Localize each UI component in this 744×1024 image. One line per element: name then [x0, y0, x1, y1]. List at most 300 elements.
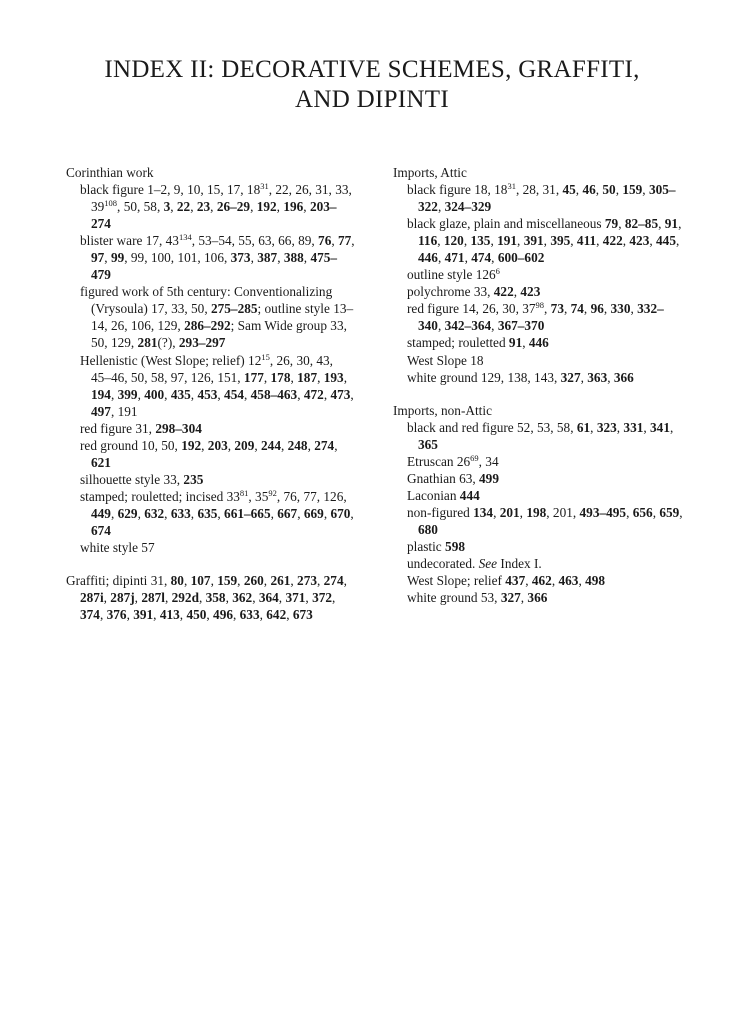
- catalogue-number: 45: [562, 182, 576, 198]
- catalogue-number: 177: [243, 369, 264, 385]
- catalogue-number: 669: [303, 505, 324, 521]
- entry-text: ,: [297, 386, 304, 402]
- index-entry: [393, 572, 683, 589]
- catalogue-number: 235: [183, 471, 204, 487]
- index-entry: [393, 538, 683, 555]
- entry-text: ,: [491, 250, 498, 266]
- entry-text: ,: [652, 504, 660, 520]
- catalogue-number: 473: [330, 386, 351, 402]
- entry-text: ,: [290, 573, 298, 589]
- page-title-line-2: AND DIPINTI: [295, 86, 449, 113]
- catalogue-number: 388: [283, 250, 304, 266]
- catalogue-number: 680: [418, 521, 438, 537]
- entry-text: , 76, 77, 126,: [276, 488, 347, 504]
- catalogue-number: 50: [602, 182, 616, 198]
- entry-text: ,: [334, 437, 338, 453]
- catalogue-number: 298–304: [155, 420, 202, 436]
- catalogue-number: 366: [527, 590, 548, 606]
- catalogue-number: 454: [224, 386, 244, 402]
- entry-text: ,: [678, 216, 682, 232]
- index-entry: [393, 352, 683, 369]
- entry-text: ,: [317, 369, 324, 385]
- index-entry: [66, 471, 356, 488]
- catalogue-number: 23: [196, 199, 211, 215]
- entry-text: ,: [303, 250, 311, 266]
- entry-text: ,: [227, 437, 235, 453]
- catalogue-number: 286–292: [184, 318, 231, 334]
- catalogue-number: 422: [493, 284, 514, 300]
- entry-text: undecorated.: [407, 556, 479, 572]
- entry-text: ,: [490, 233, 498, 249]
- entry-text: ,: [164, 386, 171, 402]
- entry-text: ,: [622, 233, 630, 249]
- entry-text: ,: [126, 607, 134, 623]
- catalogue-number: 656: [632, 504, 653, 520]
- entry-text: ,: [517, 233, 524, 249]
- index-entry: [393, 419, 683, 453]
- entry-text: black figure 18, 18: [407, 182, 508, 198]
- entry-text: ,: [583, 301, 591, 317]
- catalogue-number: 330: [610, 301, 631, 317]
- catalogue-number: 261: [270, 573, 291, 589]
- entry-text: , 201,: [546, 504, 580, 520]
- entry-text: ,: [183, 573, 191, 589]
- entry-text: ,: [244, 386, 251, 402]
- entry-text: ,: [286, 607, 293, 623]
- index-entry: [393, 453, 683, 470]
- entry-text: , 22, 26, 31, 33, 39: [91, 182, 352, 215]
- entry-text: Hellenistic (West Slope; relief) 12: [80, 352, 262, 368]
- index-entry: [393, 555, 683, 572]
- catalogue-number: 91: [508, 335, 523, 351]
- entry-text: ,: [137, 386, 145, 402]
- catalogue-number: 496: [213, 607, 233, 623]
- footnote-ref: 31: [507, 181, 516, 192]
- entry-text: , 53–54, 55, 63, 66, 89,: [191, 233, 319, 249]
- catalogue-number: 293–297: [178, 335, 226, 351]
- catalogue-number: 674: [91, 522, 111, 538]
- entry-text: ,: [217, 386, 225, 402]
- entry-text: white ground 53,: [407, 590, 501, 606]
- index-entry: [66, 572, 356, 623]
- entry-text: ,: [519, 504, 527, 520]
- entry-text: ,: [437, 250, 445, 266]
- entry-text: ,: [110, 386, 118, 402]
- entry-text: ,: [110, 505, 118, 521]
- catalogue-number: 198: [526, 504, 547, 520]
- entry-text: , 34: [478, 453, 499, 469]
- entry-text: ,: [233, 607, 240, 623]
- entry-text: ,: [153, 607, 160, 623]
- catalogue-number: 248: [287, 437, 308, 453]
- footnote-ref: 81: [239, 487, 249, 498]
- entry-text: ,: [626, 504, 633, 520]
- entry-text: black figure 1–2, 9, 10, 15, 17, 18: [80, 182, 261, 198]
- catalogue-number: 260: [243, 573, 264, 589]
- catalogue-number: 135: [470, 233, 491, 249]
- entry-text: ,: [578, 573, 586, 589]
- catalogue-number: 323: [596, 419, 617, 435]
- catalogue-number: 273: [297, 573, 317, 589]
- entry-text: ,: [225, 590, 233, 606]
- catalogue-number: 387: [257, 250, 278, 266]
- catalogue-number: 341: [650, 419, 670, 435]
- entry-text: ,: [675, 233, 680, 249]
- entry-text: red figure 31,: [80, 420, 156, 436]
- entry-text: white style 57: [80, 540, 155, 556]
- catalogue-number: 159: [622, 182, 643, 198]
- catalogue-number: 80: [170, 573, 184, 589]
- entry-text: Index I.: [497, 556, 542, 572]
- entry-text: ,: [464, 250, 472, 266]
- entry-text: ,: [649, 233, 657, 249]
- catalogue-number: 435: [170, 386, 191, 402]
- catalogue-number: 437: [505, 573, 526, 589]
- footnote-ref: 6: [495, 266, 500, 277]
- page-title-line-1: INDEX II: DECORATIVE SCHEMES, GRAFFITI,: [104, 56, 640, 83]
- footnote-ref: 31: [260, 181, 269, 192]
- entry-text: ,: [276, 199, 284, 215]
- entry-text: outline style 126: [407, 267, 496, 283]
- catalogue-number: 120: [443, 233, 464, 249]
- entry-text: polychrome 33,: [407, 284, 494, 300]
- catalogue-number: 274: [314, 437, 335, 453]
- entry-text: red ground 10, 50,: [80, 437, 182, 453]
- catalogue-number: 187: [297, 369, 318, 385]
- entry-text: ,: [278, 590, 286, 606]
- entry-text: ,: [198, 590, 206, 606]
- entry-text: ,: [170, 199, 177, 215]
- index-entry: [66, 181, 356, 232]
- catalogue-number: 79: [604, 216, 619, 232]
- catalogue-number: 472: [303, 386, 324, 402]
- catalogue-number: 192: [256, 199, 277, 215]
- entry-text: ,: [277, 250, 284, 266]
- entry-text: ,: [351, 233, 355, 249]
- entry-text: ,: [643, 419, 651, 435]
- catalogue-number: 362: [232, 590, 253, 606]
- entry-text: ,: [201, 437, 208, 453]
- entry-text: ,: [616, 419, 624, 435]
- catalogue-number: 395: [550, 233, 571, 249]
- catalogue-number: 497: [91, 403, 111, 419]
- catalogue-number: 373: [230, 250, 251, 266]
- entry-text: ,: [307, 437, 315, 453]
- footnote-ref: 92: [268, 487, 277, 498]
- catalogue-number: 332–340: [418, 301, 664, 334]
- footnote-ref: 108: [104, 198, 118, 209]
- index-entry: [66, 232, 356, 283]
- entry-text: Laconian: [407, 487, 460, 503]
- catalogue-number: 116: [418, 233, 438, 249]
- catalogue-number: 327: [560, 369, 581, 385]
- catalogue-number: 96: [590, 301, 604, 317]
- catalogue-number: 194: [91, 386, 111, 402]
- catalogue-number: 498: [585, 573, 606, 589]
- entry-text: ,: [290, 369, 298, 385]
- entry-text: blister ware 17, 43: [80, 233, 179, 249]
- entry-text: ,: [270, 505, 278, 521]
- catalogue-number: 209: [234, 437, 255, 453]
- catalogue-number: 274: [323, 573, 344, 589]
- entry-text: ,: [563, 301, 571, 317]
- catalogue-number: 376: [106, 607, 127, 623]
- catalogue-number: 629: [117, 505, 138, 521]
- entry-text: ,: [331, 233, 338, 249]
- footnote-ref: 134: [178, 232, 192, 243]
- entry-text: ,: [210, 199, 217, 215]
- catalogue-number: 632: [144, 505, 165, 521]
- index-entry: [393, 283, 683, 300]
- catalogue-number: 635: [197, 505, 218, 521]
- footnote-ref: 69: [470, 452, 479, 463]
- catalogue-number: 446: [418, 250, 438, 266]
- entry-text: ,: [134, 590, 142, 606]
- entry-text: ,: [437, 318, 445, 334]
- index-section: [66, 572, 356, 623]
- entry-text: ,: [522, 335, 529, 351]
- catalogue-number: 453: [197, 386, 218, 402]
- catalogue-number: 400: [144, 386, 165, 402]
- entry-text: , 50, 58,: [117, 199, 164, 215]
- entry-text: stamped; rouletted: [407, 335, 509, 351]
- catalogue-number: 449: [91, 505, 111, 521]
- entry-text: ,: [596, 233, 603, 249]
- entry-text: ,: [297, 505, 304, 521]
- catalogue-number: 391: [133, 607, 154, 623]
- entry-text: ,: [520, 590, 528, 606]
- catalogue-number: 493–495: [579, 504, 627, 520]
- catalogue-number: 305–322: [418, 182, 676, 215]
- catalogue-number: 372: [312, 590, 333, 606]
- catalogue-number: 423: [629, 233, 650, 249]
- index-entry: [66, 352, 356, 420]
- catalogue-number: 203: [207, 437, 228, 453]
- entry-text: ,: [303, 199, 310, 215]
- entry-text: ,: [179, 607, 187, 623]
- entry-text: ,: [99, 607, 107, 623]
- entry-text: ,: [658, 216, 665, 232]
- catalogue-number: 327: [500, 590, 521, 606]
- catalogue-number: 364: [258, 590, 279, 606]
- catalogue-number: 374: [80, 607, 100, 623]
- entry-text: ,: [603, 301, 611, 317]
- index-entry: [66, 420, 356, 437]
- catalogue-number: 3: [163, 199, 171, 215]
- catalogue-number: 99: [110, 250, 125, 266]
- index-entry: [66, 283, 356, 351]
- entry-text: silhouette style 33,: [80, 471, 184, 487]
- catalogue-number: 363: [587, 369, 608, 385]
- catalogue-number: 600–602: [497, 250, 545, 266]
- entry-text: ,: [679, 504, 683, 520]
- entry-text: West Slope; relief: [407, 573, 506, 589]
- catalogue-number: 61: [576, 419, 591, 435]
- entry-text: ,: [595, 182, 603, 198]
- catalogue-number: 342–364: [444, 318, 492, 334]
- entry-text: ,: [525, 573, 532, 589]
- entry-text: ,: [254, 437, 262, 453]
- footnote-ref: 98: [535, 300, 545, 311]
- catalogue-number: 598: [445, 538, 465, 554]
- entry-text: non-figured: [407, 504, 474, 520]
- catalogue-number: 91: [664, 216, 679, 232]
- entry-text: Gnathian 63,: [407, 470, 480, 486]
- index-entry: [393, 266, 683, 283]
- catalogue-number: 77: [338, 233, 352, 249]
- entry-text: ,: [190, 386, 198, 402]
- entry-text: ,: [305, 590, 313, 606]
- catalogue-number: 324–329: [444, 199, 492, 215]
- catalogue-number: 446: [528, 335, 549, 351]
- entry-text: ,: [137, 505, 145, 521]
- index-entry: [393, 470, 683, 487]
- catalogue-number: 82–85: [624, 216, 659, 232]
- catalogue-number: 97: [91, 250, 105, 266]
- catalogue-number: 463: [558, 573, 579, 589]
- catalogue-number: 76: [318, 233, 332, 249]
- catalogue-number: 633: [170, 505, 191, 521]
- entry-text: ,: [491, 318, 498, 334]
- entry-text: ,: [493, 504, 500, 520]
- entry-text: ,: [669, 419, 674, 435]
- entry-text: , 35: [248, 488, 269, 504]
- catalogue-number: 371: [285, 590, 306, 606]
- entry-text: ,: [543, 233, 551, 249]
- entry-text: ,: [343, 369, 348, 385]
- index-entry: [393, 300, 683, 334]
- entry-text: plastic: [407, 538, 446, 554]
- entry-text: ,: [104, 250, 111, 266]
- entry-text: Graffiti; dipinti 31,: [66, 573, 171, 589]
- catalogue-number: 667: [277, 505, 298, 521]
- entry-text: ,: [323, 505, 331, 521]
- entry-text: , 26, 30, 43, 45–46, 50, 58, 97, 126, 151,: [91, 352, 334, 385]
- index-entry: [393, 504, 683, 538]
- catalogue-number: 399: [117, 386, 138, 402]
- footnote-ref: 15: [261, 351, 270, 362]
- catalogue-number: 203–274: [91, 199, 337, 232]
- index-entry: [393, 487, 683, 504]
- entry-text: ,: [551, 573, 559, 589]
- catalogue-number: 287j: [110, 590, 135, 606]
- index-entry: [66, 437, 356, 471]
- index-section: [393, 402, 683, 607]
- catalogue-number: 358: [205, 590, 226, 606]
- entry-text: ,: [618, 216, 625, 232]
- catalogue-number: 458–463: [250, 386, 298, 402]
- catalogue-number: 474: [471, 250, 492, 266]
- entry-text: ,: [263, 369, 271, 385]
- entry-text: ,: [237, 573, 244, 589]
- entry-text: ,: [544, 301, 551, 317]
- entry-text: ,: [250, 250, 258, 266]
- entry-text: See: [478, 556, 498, 572]
- index-column-right: [393, 164, 683, 622]
- catalogue-number: 159: [217, 573, 238, 589]
- catalogue-number: 633: [239, 607, 260, 623]
- catalogue-number: 413: [159, 607, 180, 623]
- index-column-left: [66, 164, 356, 639]
- entry-text: ; outline style 13–14, 26, 106, 129,: [91, 301, 354, 334]
- catalogue-number: 422: [602, 233, 623, 249]
- entry-text: ,: [580, 369, 588, 385]
- catalogue-number: 73: [550, 301, 564, 317]
- entry-text: ,: [590, 419, 597, 435]
- entry-text: , 99, 100, 101, 106,: [124, 250, 231, 266]
- entry-text: West Slope 18: [407, 352, 484, 368]
- catalogue-number: 292d: [171, 590, 199, 606]
- entry-text: white ground 129, 138, 143,: [407, 369, 561, 385]
- entry-text: (?),: [157, 335, 179, 351]
- entry-text: ,: [513, 284, 521, 300]
- entry-text: ,: [250, 199, 257, 215]
- entry-text: ,: [642, 182, 649, 198]
- entry-text: ,: [190, 199, 197, 215]
- catalogue-number: 178: [270, 369, 291, 385]
- page-title: [40, 55, 704, 115]
- catalogue-number: 450: [186, 607, 207, 623]
- catalogue-number: 411: [576, 233, 597, 249]
- entry-text: ,: [343, 573, 347, 589]
- entry-text: red figure 14, 26, 30, 37: [407, 301, 536, 317]
- entry-text: ,: [259, 607, 267, 623]
- catalogue-number: 201: [499, 504, 520, 520]
- entry-text: ,: [164, 505, 171, 521]
- catalogue-number: 475–479: [91, 250, 338, 283]
- catalogue-number: 673: [292, 607, 313, 623]
- catalogue-number: 499: [479, 470, 499, 486]
- catalogue-number: 331: [623, 419, 644, 435]
- entry-text: ,: [263, 573, 271, 589]
- index-entry: [393, 215, 683, 266]
- entry-text: ; Sam Wide group 33, 50, 129,: [91, 318, 347, 351]
- entry-text: ,: [164, 590, 172, 606]
- catalogue-number: 107: [190, 573, 211, 589]
- catalogue-number: 22: [176, 199, 191, 215]
- catalogue-number: 423: [520, 284, 541, 300]
- entry-text: ,: [332, 590, 336, 606]
- index-entry: [393, 334, 683, 351]
- catalogue-number: 26–29: [216, 199, 251, 215]
- entry-text: stamped; rouletted; incised 33: [80, 488, 240, 504]
- catalogue-number: 366: [613, 369, 634, 385]
- entry-text: ,: [437, 199, 445, 215]
- entry-text: ,: [323, 386, 331, 402]
- index-entry: [66, 488, 356, 539]
- catalogue-number: 193: [323, 369, 344, 385]
- catalogue-number: 287l: [141, 590, 165, 606]
- entry-text: black glaze, plain and miscellaneous: [407, 216, 605, 232]
- catalogue-number: 46: [582, 182, 596, 198]
- entry-text: figured work of 5th century: Conventionalizing (Vrysoula) 17, 33, 50,: [80, 284, 333, 317]
- index-entry: [393, 181, 683, 215]
- entry-text: ,: [350, 505, 354, 521]
- entry-text: ,: [350, 386, 354, 402]
- catalogue-number: 367–370: [497, 318, 545, 334]
- catalogue-number: 391: [523, 233, 544, 249]
- catalogue-number: 670: [330, 505, 351, 521]
- entry-text: ,: [280, 437, 288, 453]
- entry-text: ,: [463, 233, 471, 249]
- catalogue-number: 642: [266, 607, 287, 623]
- entry-text: ,: [570, 233, 577, 249]
- entry-text: ,: [615, 182, 623, 198]
- entry-text: ,: [103, 590, 111, 606]
- entry-text: black and red figure 52, 53, 58,: [407, 419, 577, 435]
- entry-text: ,: [317, 573, 324, 589]
- index-entry: [393, 369, 683, 386]
